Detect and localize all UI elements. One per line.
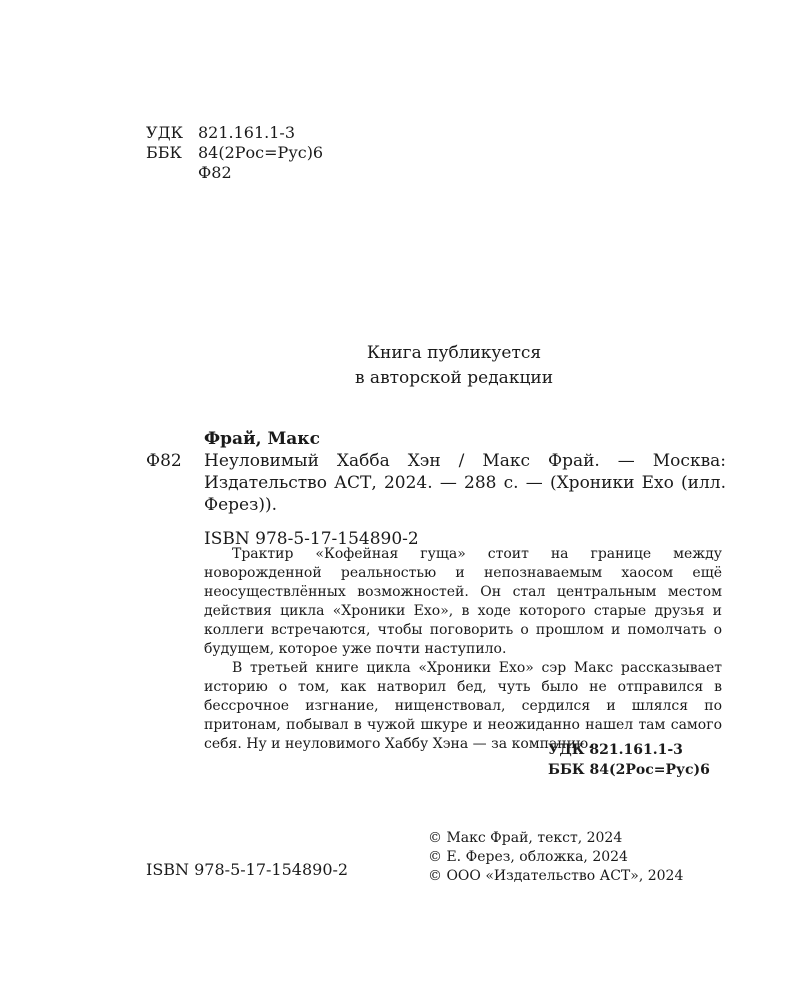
isbn: ISBN 978-5-17-154890-2 [204,529,419,549]
classification-codes-right [548,740,710,780]
notice-line-1: Книга публикуется [366,343,542,363]
bibliographic-record [146,428,726,550]
author-heading: Фрай, Макс [204,429,320,449]
bbk-code: ББК 84(2Рос=Рус)6 [548,762,710,778]
bbk-value: 84(2Рос=Рус)6 [198,143,324,162]
notice-line-2: в авторской редакции [354,368,554,388]
udk-value: 821.161.1-3 [198,123,296,142]
annotation [204,545,722,754]
copyright-line: © Е. Ферез, обложка, 2024 [428,849,628,865]
copyright-line: © ООО «Издательство АСТ», 2024 [428,868,684,884]
copyright-line: © Макс Фрай, текст, 2024 [428,830,623,846]
bbk-row [146,143,323,163]
bbk-label: ББК [146,143,182,162]
entry-row [146,450,726,516]
annotation-paragraph: В третьей книге цикла «Хроники Ехо» сэр Макс рассказывает историю о том, как натворил бед, чуть было не отправился в бессрочное изгнание, нищенствовал, сердился и шлялся по притонам, побывал в чужой шкуре и неожиданно нашел там самого себя. Ну и неуловимого Хаббу Хэна — за компанию. [204,660,722,752]
udk-row [146,123,323,143]
author-code: Ф82 [198,163,232,182]
udk-label: УДК [146,123,183,142]
classification-block [146,123,323,183]
copyright-block [428,829,683,886]
bibliographic-entry: Неуловимый Хабба Хэн / Макс Фрай. — Москва: Издательство АСТ, 2024. — 288 с. — (Хроники Ехо (илл. Ферез)). [204,451,726,515]
edition-notice [300,341,608,391]
isbn-footer: ISBN 978-5-17-154890-2 [146,860,349,879]
entry-author-code: Ф82 [146,451,182,471]
annotation-paragraph: Трактир «Кофейная гуща» стоит на границе между новорожденной реальностью и непознаваемым хаосом ещё неосуществлённых возможностей. Он стал центральным местом действия цикла «Хроники Ехо», в ходе которого старые друзья и коллеги встречаются, чтобы поговорить о прошлом и помолчать о будущем, которое уже почти наступило. [204,546,722,657]
udk-code: УДК 821.161.1-3 [548,742,683,758]
